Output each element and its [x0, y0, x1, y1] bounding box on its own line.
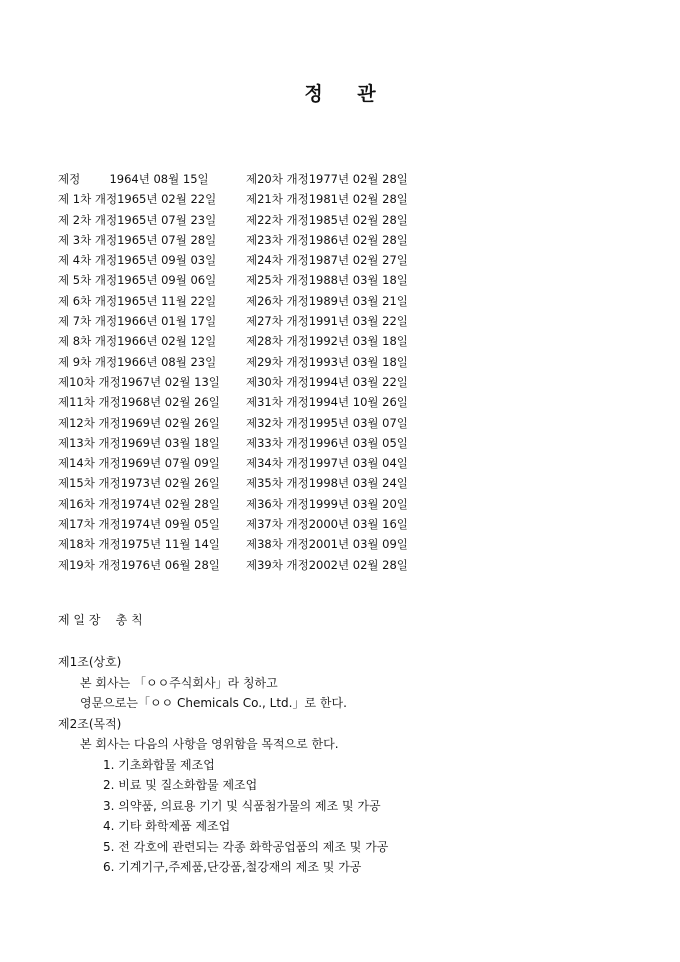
history-left: 제 2차 개정1965년 07월 23일	[58, 212, 217, 227]
history-right: 제32차 개정1995년 03월 07일	[246, 415, 408, 430]
list-item: 5. 전 각호에 관련되는 각종 화학공업품의 제조 및 가공	[103, 839, 389, 854]
history-row	[58, 352, 458, 372]
history-row	[58, 210, 458, 230]
history-left: 제13차 개정1969년 03월 18일	[58, 435, 220, 450]
history-left: 제 6차 개정1965년 11월 22일	[58, 293, 217, 308]
history-right: 제28차 개정1992년 03월 18일	[246, 334, 408, 349]
history-row	[58, 230, 458, 250]
page-title: 정 관	[304, 83, 390, 105]
history-left: 제 7차 개정1966년 01월 17일	[58, 314, 217, 329]
history-right: 제37차 개정2000년 03월 16일	[246, 517, 408, 532]
history-right: 제22차 개정1985년 02월 28일	[246, 212, 408, 227]
history-row	[58, 555, 458, 575]
history-row	[58, 473, 458, 493]
history-right: 제27차 개정1991년 03월 22일	[246, 314, 408, 329]
history-right: 제29차 개정1993년 03월 18일	[246, 354, 408, 369]
history-right: 제24차 개정1987년 02월 27일	[246, 253, 408, 268]
history-left: 제11차 개정1968년 02월 26일	[58, 395, 220, 410]
history-row	[58, 189, 458, 209]
history-row	[58, 291, 458, 311]
history-right: 제34차 개정1997년 03월 04일	[246, 456, 408, 471]
history-row	[58, 514, 458, 534]
history-row	[58, 372, 458, 392]
history-left: 제10차 개정1967년 02월 13일	[58, 374, 220, 389]
article-1-heading: 제1조(상호)	[58, 655, 122, 669]
history-right: 제30차 개정1994년 03월 22일	[246, 374, 408, 389]
history-right: 제35차 개정1998년 03월 24일	[246, 476, 408, 491]
list-item: 1. 기초화합물 제조업	[103, 757, 215, 772]
history-row	[58, 250, 458, 270]
article-1-line-2: 영문으로는「ㅇㅇ Chemicals Co., Ltd.」로 한다.	[80, 696, 347, 710]
history-right: 제39차 개정2002년 02월 28일	[246, 557, 408, 572]
history-right: 제31차 개정1994년 10월 26일	[246, 395, 408, 410]
history-row	[58, 392, 458, 412]
list-item: 4. 기타 화학제품 제조업	[103, 819, 231, 833]
history-left: 제15차 개정1973년 02월 26일	[58, 476, 220, 491]
history-left: 제 5차 개정1965년 09월 06일	[58, 273, 217, 288]
history-right: 제21차 개정1981년 02월 28일	[246, 192, 408, 207]
history-right: 제25차 개정1988년 03월 18일	[246, 273, 408, 288]
history-row	[58, 433, 458, 453]
list-item: 6. 기계기구,주제품,단강품,철강재의 제조 및 가공	[103, 860, 362, 874]
article-2-intro: 본 회사는 다음의 사항을 영위함을 목적으로 한다.	[80, 737, 339, 751]
article-2-heading: 제2조(목적)	[58, 716, 122, 731]
history-row	[58, 169, 458, 189]
history-left: 제 1차 개정1965년 02월 22일	[58, 192, 217, 207]
history-left: 제19차 개정1976년 06월 28일	[58, 557, 220, 572]
history-left: 제12차 개정1969년 02월 26일	[58, 415, 220, 430]
history-row	[58, 311, 458, 331]
history-row	[58, 270, 458, 290]
history-left: 제16차 개정1974년 02월 28일	[58, 496, 220, 511]
revision-history	[58, 169, 458, 575]
history-left: 제18차 개정1975년 11월 14일	[58, 537, 220, 552]
history-row	[58, 534, 458, 554]
history-right: 제38차 개정2001년 03월 09일	[246, 537, 408, 552]
article-1-line-1: 본 회사는 「ㅇㅇ주식회사」라 칭하고	[80, 675, 278, 690]
history-left: 제 9차 개정1966년 08월 23일	[58, 354, 217, 369]
history-row	[58, 331, 458, 351]
history-right: 제36차 개정1999년 03월 20일	[246, 496, 408, 511]
history-left: 제14차 개정1969년 07월 09일	[58, 456, 220, 471]
list-item: 3. 의약품, 의료용 기기 및 식품첨가물의 제조 및 가공	[103, 798, 381, 813]
list-item: 2. 비료 및 질소화합물 제조업	[103, 778, 258, 792]
history-row	[58, 413, 458, 433]
history-right: 제26차 개정1989년 03월 21일	[246, 293, 408, 308]
history-left: 제 3차 개정1965년 07월 28일	[58, 232, 217, 247]
history-right: 제23차 개정1986년 02월 28일	[246, 232, 408, 247]
articles-section	[58, 652, 658, 878]
history-row	[58, 453, 458, 473]
history-left: 제 4차 개정1965년 09월 03일	[58, 253, 217, 268]
history-row	[58, 494, 458, 514]
history-right: 제20차 개정1977년 02월 28일	[246, 172, 408, 186]
history-left: 제정 1964년 08월 15일	[58, 172, 209, 186]
history-left: 제 8차 개정1966년 02월 12일	[58, 334, 217, 349]
chapter-heading: 제 일 장 총 칙	[58, 613, 143, 627]
history-right: 제33차 개정1996년 03월 05일	[246, 435, 408, 450]
history-left: 제17차 개정1974년 09월 05일	[58, 517, 220, 532]
